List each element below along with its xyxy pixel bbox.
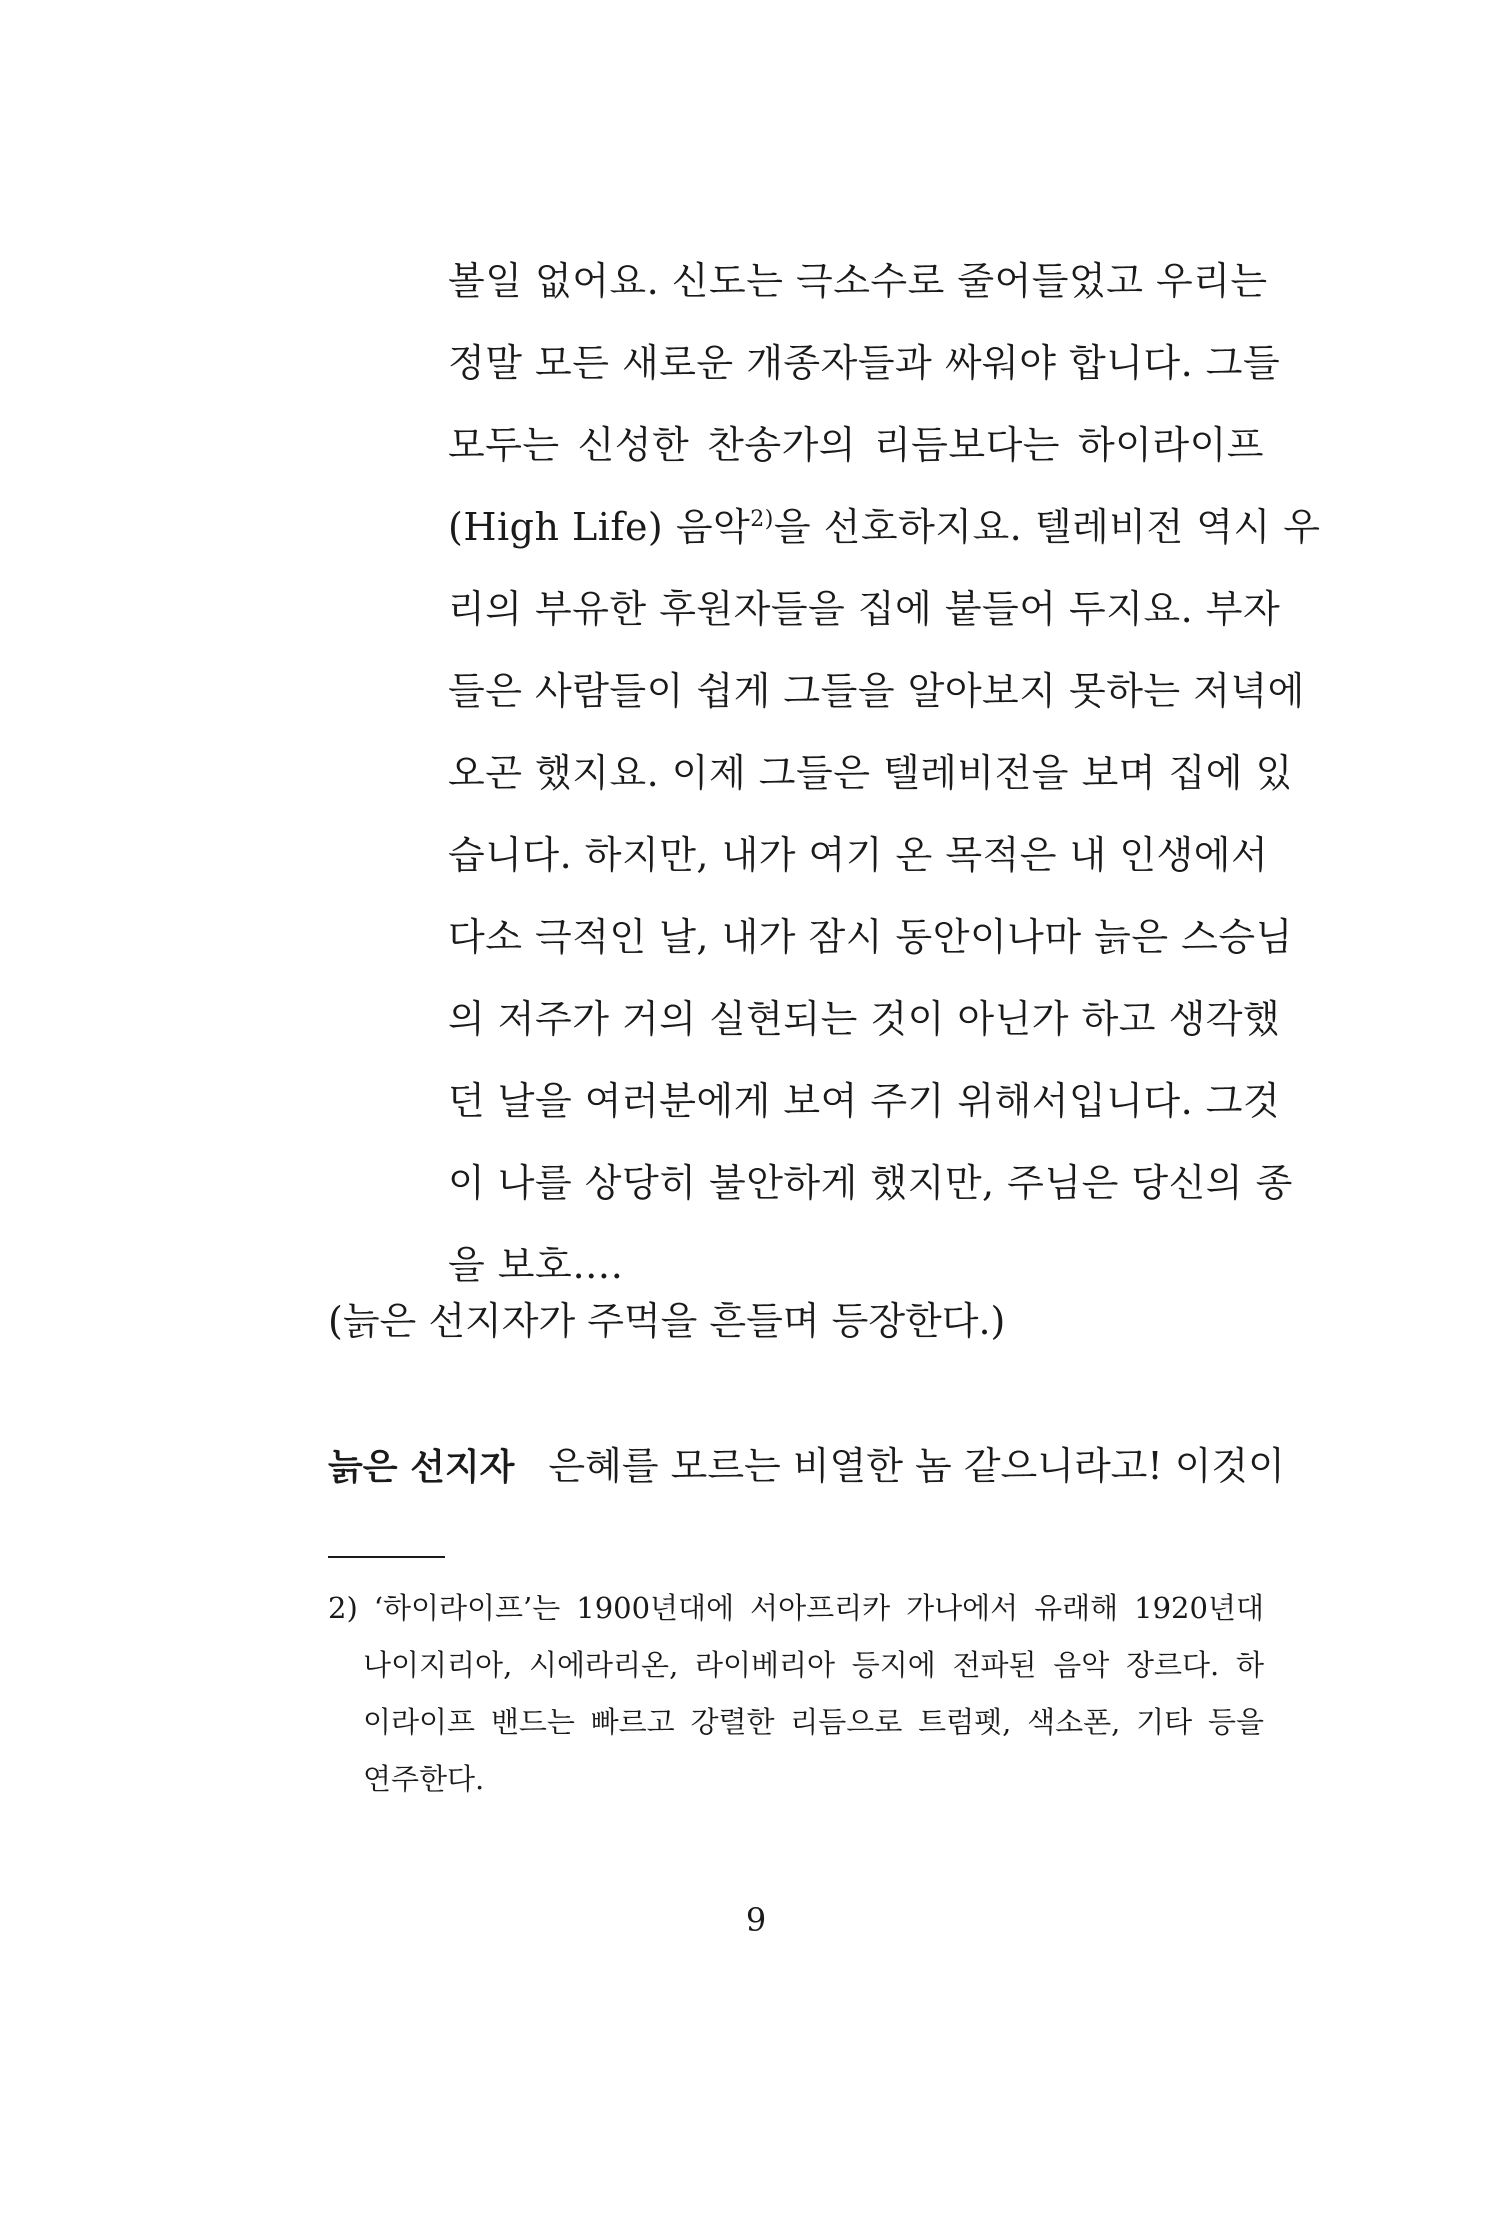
footnote-line: 2) ‘하이라이프’는 1900년대에 서아프리카 가나에서 유래해 1920년대 [328,1591,1264,1625]
speech-line: 모두는 신성한 찬송가의 리듬보다는 하이라이프 [448,423,1264,467]
speech-line-with-footnote [448,486,1321,568]
dialogue-text: 은혜를 모르는 비열한 놈 같으니라고! 이것이 [548,1444,1285,1488]
footnote-line: 연주한다. [363,1762,485,1796]
speech-line: 다소 극적인 날, 내가 잠시 동안이나마 늙은 스승님 [448,915,1293,959]
footnote [328,1580,1264,1808]
speech-line: 이 나를 상당히 불안하게 했지만, 주님은 당신의 종 [448,1161,1293,1205]
footnote-divider [328,1556,445,1558]
speech-line-part: 을 선호하지요. 텔레비전 역시 우 [773,505,1321,549]
stage-direction: (늙은 선지자가 주먹을 흔들며 등장한다.) [328,1299,1006,1343]
speech-line: 던 날을 여러분에게 보여 주기 위해서입니다. 그것 [448,1079,1281,1123]
speech-line: 을 보호…. [448,1243,624,1287]
speech-line-part: (High Life) 음악 [448,505,751,549]
dialogue-line [328,1425,1285,1509]
speech-line: 습니다. 하지만, 내가 여기 온 목적은 내 인생에서 [448,833,1269,877]
page-number: 9 [745,1901,767,1939]
footnote-line: 이라이프 밴드는 빠르고 강렬한 리듬으로 트럼펫, 색소폰, 기타 등을 [363,1705,1264,1739]
speech-line: 리의 부유한 후원자들을 집에 붙들어 두지요. 부자 [448,587,1281,631]
footnote-reference[interactable]: 2) [750,507,774,532]
speech-line: 오곤 했지요. 이제 그들은 텔레비전을 보며 집에 있 [448,751,1293,795]
speech-line: 볼일 없어요. 신도는 극소수로 줄어들었고 우리는 [448,259,1268,303]
speech-line: 정말 모든 새로운 개종자들과 싸워야 합니다. 그들 [448,341,1281,385]
speech-paragraph [448,240,1321,1306]
speech-line: 들은 사람들이 쉽게 그들을 알아보지 못하는 저녁에 [448,669,1305,713]
speaker-name: 늙은 선지자 [328,1447,515,1488]
footnote-line: 나이지리아, 시에라리온, 라이베리아 등지에 전파된 음악 장르다. 하 [363,1648,1264,1682]
speech-line: 의 저주가 거의 실현되는 것이 아닌가 하고 생각했 [448,997,1281,1041]
